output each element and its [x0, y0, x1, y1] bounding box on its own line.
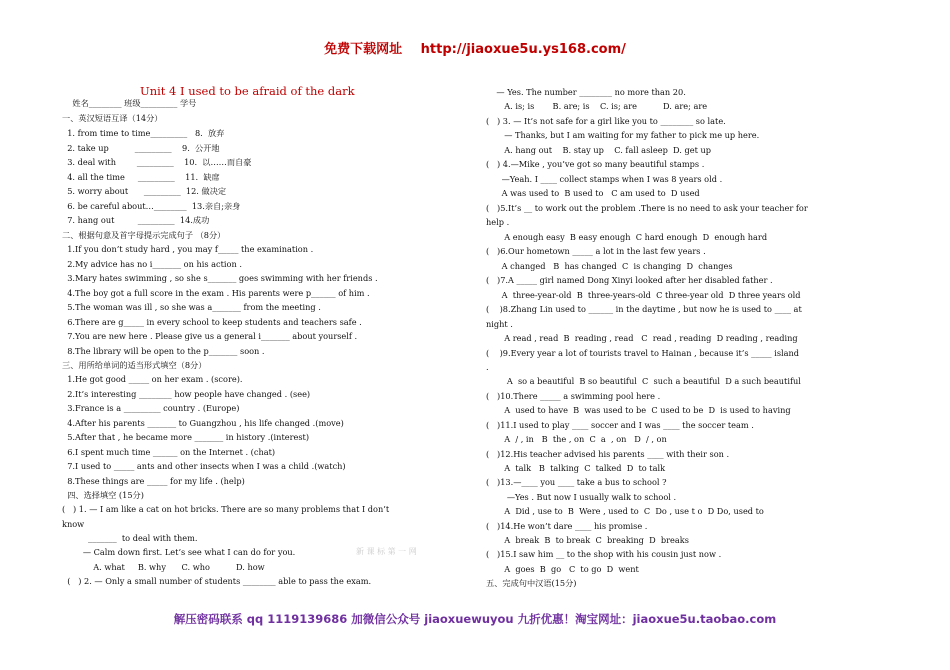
- right-line: ( )14.He won’t dare ____ his promise .: [486, 521, 648, 531]
- right-line: ( )12.His teacher advised his parents ____ with their son .: [486, 449, 730, 459]
- right-line: A break B to break C breaking D breaks: [486, 535, 689, 545]
- left-line: 1.If you don’t study hard , you may f_____ the examination .: [62, 244, 314, 254]
- worksheet-title: Unit 4 I used to be afraid of the dark: [140, 84, 355, 98]
- left-line: 7. hang out _________ 14.成功: [62, 215, 210, 225]
- left-line: ( ) 2. — Only a small number of students ________ able to pass the exam.: [62, 576, 372, 586]
- left-line: 一、英汉短语互译（14分）: [62, 113, 163, 123]
- left-line: 2.My advice has no i_______ on his action .: [62, 259, 242, 269]
- right-line: ( )11.I used to play ____ soccer and I was ____ the soccer team .: [486, 420, 754, 430]
- right-line: A / , in B the , on C a , on D / , on: [486, 434, 667, 444]
- left-line: 四、选择填空 (15分): [62, 490, 144, 500]
- right-line: A used to have B was used to be C used to be D is used to having: [486, 405, 791, 415]
- right-line: ( )15.I saw him __ to the shop with his cousin just now .: [486, 549, 722, 559]
- right-line: — Yes. The number ________ no more than 20.: [486, 87, 686, 97]
- right-line: A enough easy B easy enough C hard enough D enough hard: [486, 232, 768, 242]
- right-line: —Yes . But now I usually walk to school .: [486, 492, 677, 502]
- right-line: A Did , use to B Were , used to C Do , use t o D Do, used to: [486, 506, 764, 516]
- page-header: [0, 38, 950, 57]
- right-line: ( ) 3. — It’s not safe for a girl like you to ________ so late.: [486, 116, 726, 126]
- left-line: know: [62, 519, 85, 529]
- left-line: 3. deal with _________ 10. 以……而自豪: [62, 157, 252, 167]
- left-line: 姓名________ 班级_________ 学号: [62, 98, 197, 108]
- right-line: ( )8.Zhang Lin used to ______ in the daytime , but now he is used to ____ at: [486, 304, 802, 314]
- left-line: 8.The library will be open to the p_______ soon .: [62, 346, 265, 356]
- right-line: ( )13.—____ you ____ take a bus to school ?: [486, 477, 667, 487]
- left-line: 2. take up _________ 9. 公开地: [62, 143, 220, 153]
- left-line: 2.It’s interesting ________ how people have changed . (see): [62, 389, 311, 399]
- left-line: 6.I spent much time ______ on the Internet . (chat): [62, 447, 276, 457]
- left-line: ( ) 1. — I am like a cat on hot bricks. There are so many problems that I don’t: [62, 504, 390, 514]
- left-line: 1.He got good _____ on her exam . (score).: [62, 374, 243, 384]
- right-line: A. hang out B. stay up C. fall asleep D. get up: [486, 145, 711, 155]
- right-line: ( ) 4.—Mike , you’ve got so many beautiful stamps .: [486, 159, 705, 169]
- right-line: A three-year-old B three-years-old C three-year old D three years old: [486, 290, 801, 300]
- watermark-text: 新 课 标 第 一 网: [356, 547, 417, 556]
- left-line: 6. be careful about…________ 13.亲自;亲身: [62, 201, 241, 211]
- right-line: .: [486, 362, 489, 372]
- left-line: 7.I used to _____ ants and other insects when I was a child .(watch): [62, 461, 346, 471]
- left-line: 4.The boy got a full score in the exam . His parents were p______ of him .: [62, 288, 370, 298]
- right-line: ( )7.A _____ girl named Dong Xinyi looked after her disabled father .: [486, 275, 773, 285]
- left-line: 4. all the time _________ 11. 缺席: [62, 172, 220, 182]
- left-line: — Calm down first. Let’s see what I can do for you.: [62, 547, 296, 557]
- left-line: 6.There are g_____ in every school to keep students and teachers safe .: [62, 317, 362, 327]
- right-line: A was used to B used to C am used to D used: [486, 188, 700, 198]
- right-line: A. is; is B. are; is C. is; are D. are; are: [486, 101, 708, 111]
- left-line: 8.These things are _____ for my life . (help): [62, 476, 245, 486]
- right-line: A talk B talking C talked D to talk: [486, 463, 666, 473]
- left-line: 5.After that , he became more _______ in history .(interest): [62, 432, 310, 442]
- header-label: 免费下载网址: [324, 42, 403, 57]
- left-line: A. what B. why C. who D. how: [62, 562, 265, 572]
- left-line: 1. from time to time_________ 8. 放弃: [62, 128, 225, 138]
- right-line: ( )6.Our hometown _____ a lot in the last few years .: [486, 246, 706, 256]
- right-line: 五、完成句中汉语(15分): [486, 578, 577, 588]
- header-url-link[interactable]: http://jiaoxue5u.ys168.com/: [420, 42, 626, 57]
- right-line: help .: [486, 217, 510, 227]
- right-line: A changed B has changed C is changing D changes: [486, 261, 733, 271]
- right-line: A goes B go C to go D went: [486, 564, 639, 574]
- left-line: 3.Mary hates swimming , so she s_______ goes swimming with her friends .: [62, 273, 378, 283]
- left-line: 3.France is a _________ country . (Europe): [62, 403, 240, 413]
- right-line: A so a beautiful B so beautiful C such a beautiful D a such beautiful: [486, 376, 801, 386]
- left-line: _______ to deal with them.: [62, 533, 198, 543]
- right-line: ( )10.There _____ a swimming pool here .: [486, 391, 661, 401]
- right-line: — Thanks, but I am waiting for my father to pick me up here.: [486, 130, 760, 140]
- right-line: ( )9.Every year a lot of tourists travel to Hainan , because it’s _____ island: [486, 348, 800, 358]
- right-line: A read , read B reading , read C read , reading D reading , reading: [486, 333, 798, 343]
- left-line: 5.The woman was ill , so she was a_______ from the meeting .: [62, 302, 321, 312]
- left-line: 三、用所给单词的适当形式填空（8分）: [62, 360, 207, 370]
- left-line: 7.You are new here . Please give us a general i_______ about yourself .: [62, 331, 358, 341]
- right-line: —Yeah. I ____ collect stamps when I was 8 years old .: [486, 174, 723, 184]
- right-line: ( )5.It’s __ to work out the problem .There is no need to ask your teacher for: [486, 203, 808, 213]
- left-line: 4.After his parents _______ to Guangzhou , his life changed .(move): [62, 418, 344, 428]
- page-footer: 解压密码联系 qq 1119139686 加微信公众号 jiaoxuewuyou 九折优惠！淘宝网址：jiaoxue5u.taobao.com: [173, 612, 777, 626]
- left-line: 二、根据句意及首字母提示完成句子 （8分）: [62, 230, 226, 240]
- left-line: 5. worry about _________ 12. 做决定: [62, 186, 227, 196]
- right-line: night .: [486, 319, 513, 329]
